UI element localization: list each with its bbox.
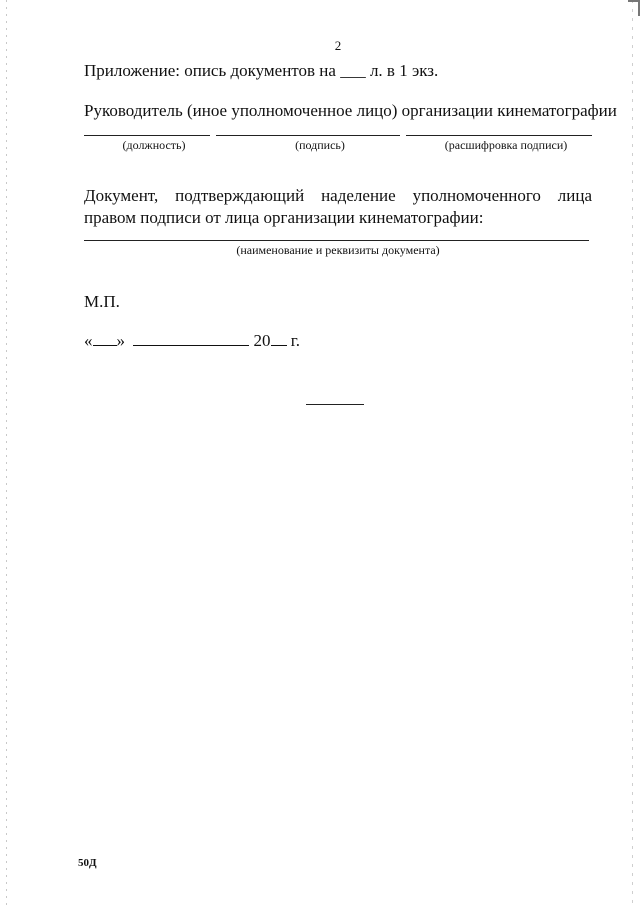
document-caption: (наименование и реквизиты документа) bbox=[236, 243, 440, 257]
date-open-quote: « bbox=[84, 331, 93, 350]
authority-paragraph: Документ, подтверждающий наделение уполномоченного лица правом подписи от лица организации кинематографии: bbox=[84, 186, 592, 227]
day-blank bbox=[93, 331, 117, 346]
signature-caption: (подпись) bbox=[295, 138, 345, 152]
year-suffix: г. bbox=[290, 331, 301, 350]
position-line bbox=[84, 135, 210, 136]
position-caption: (должность) bbox=[122, 138, 186, 152]
signature-line bbox=[216, 135, 400, 136]
month-blank bbox=[133, 331, 249, 346]
footer-code: 50Д bbox=[78, 857, 97, 869]
stamp-label: М.П. bbox=[84, 292, 120, 311]
sheet-count-blank: ___ bbox=[340, 61, 366, 80]
page-number: 2 bbox=[334, 38, 342, 53]
end-divider bbox=[306, 404, 364, 405]
decoding-line bbox=[406, 135, 592, 136]
decoding-caption: (расшифровка подписи) bbox=[444, 138, 568, 152]
attachment-suffix: л. в 1 экз. bbox=[365, 61, 439, 80]
scan-edge-left bbox=[6, 0, 7, 905]
attachment-line bbox=[84, 61, 438, 81]
head-label: Руководитель (иное уполномоченное лицо) организации кинематографии bbox=[84, 101, 617, 120]
year-prefix: 20 bbox=[253, 331, 271, 350]
attachment-prefix: Приложение: опись документов на bbox=[84, 61, 341, 80]
document-line bbox=[84, 240, 589, 241]
scan-edge-right bbox=[632, 0, 633, 905]
date-close-quote: » bbox=[116, 331, 125, 350]
year-blank bbox=[271, 331, 287, 346]
scan-corner-mark bbox=[628, 0, 640, 16]
date-line bbox=[84, 331, 300, 351]
